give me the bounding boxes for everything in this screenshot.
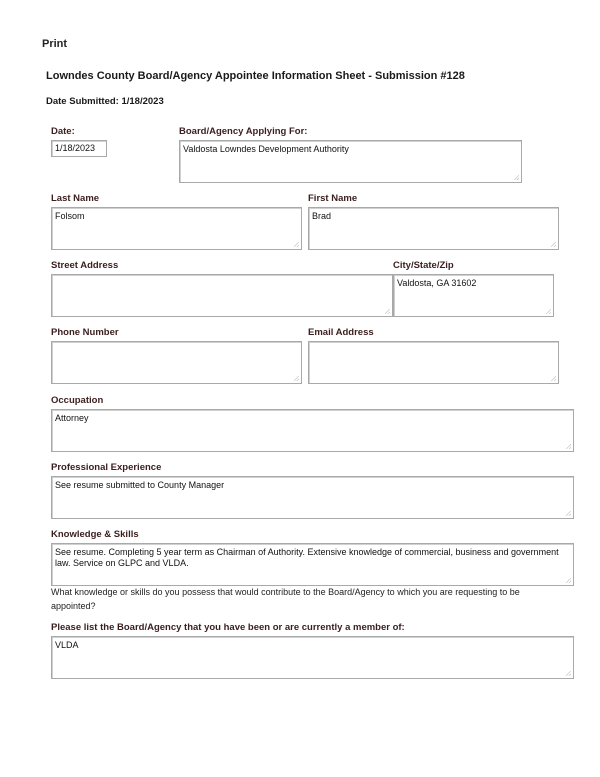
first-name-label: First Name xyxy=(308,193,358,204)
last-name-field[interactable]: Folsom xyxy=(51,207,302,250)
board-agency-label: Board/Agency Applying For: xyxy=(179,126,308,137)
board-membership-label: Please list the Board/Agency that you have been or are currently a member of: xyxy=(51,622,405,633)
last-name-label: Last Name xyxy=(51,193,100,204)
date-submitted: Date Submitted: 1/18/2023 xyxy=(46,96,164,107)
board-agency-field[interactable]: Valdosta Lowndes Development Authority xyxy=(179,140,522,183)
board-membership-field[interactable]: VLDA xyxy=(51,636,574,679)
email-address-label: Email Address xyxy=(308,327,374,338)
knowledge-skills-field[interactable]: See resume. Completing 5 year term as Chairman of Authority. Extensive knowledge of commercial, business and government law. Service on GLPC and VLDA. xyxy=(51,543,574,586)
occupation-field[interactable]: Attorney xyxy=(51,409,574,452)
city-state-zip-label: City/State/Zip xyxy=(393,260,454,271)
knowledge-skills-label: Knowledge & Skills xyxy=(51,529,139,540)
street-address-label: Street Address xyxy=(51,260,119,271)
page-title: Lowndes County Board/Agency Appointee Information Sheet - Submission #128 xyxy=(46,70,465,82)
professional-experience-field[interactable]: See resume submitted to County Manager xyxy=(51,476,574,519)
professional-experience-label: Professional Experience xyxy=(51,462,162,473)
print-link[interactable]: Print xyxy=(42,38,68,50)
date-label: Date: xyxy=(51,126,75,137)
phone-number-label: Phone Number xyxy=(51,327,119,338)
first-name-field[interactable]: Brad xyxy=(308,207,559,250)
knowledge-skills-help-text: What knowledge or skills do you possess that would contribute to the Board/Agency to which you are requesting to be appointed? xyxy=(51,587,520,611)
street-address-field[interactable] xyxy=(51,274,393,317)
date-field[interactable]: 1/18/2023 xyxy=(51,140,107,157)
occupation-label: Occupation xyxy=(51,395,104,406)
email-address-field[interactable] xyxy=(308,341,559,384)
city-state-zip-field[interactable]: Valdosta, GA 31602 xyxy=(393,274,554,317)
phone-number-field[interactable] xyxy=(51,341,302,384)
